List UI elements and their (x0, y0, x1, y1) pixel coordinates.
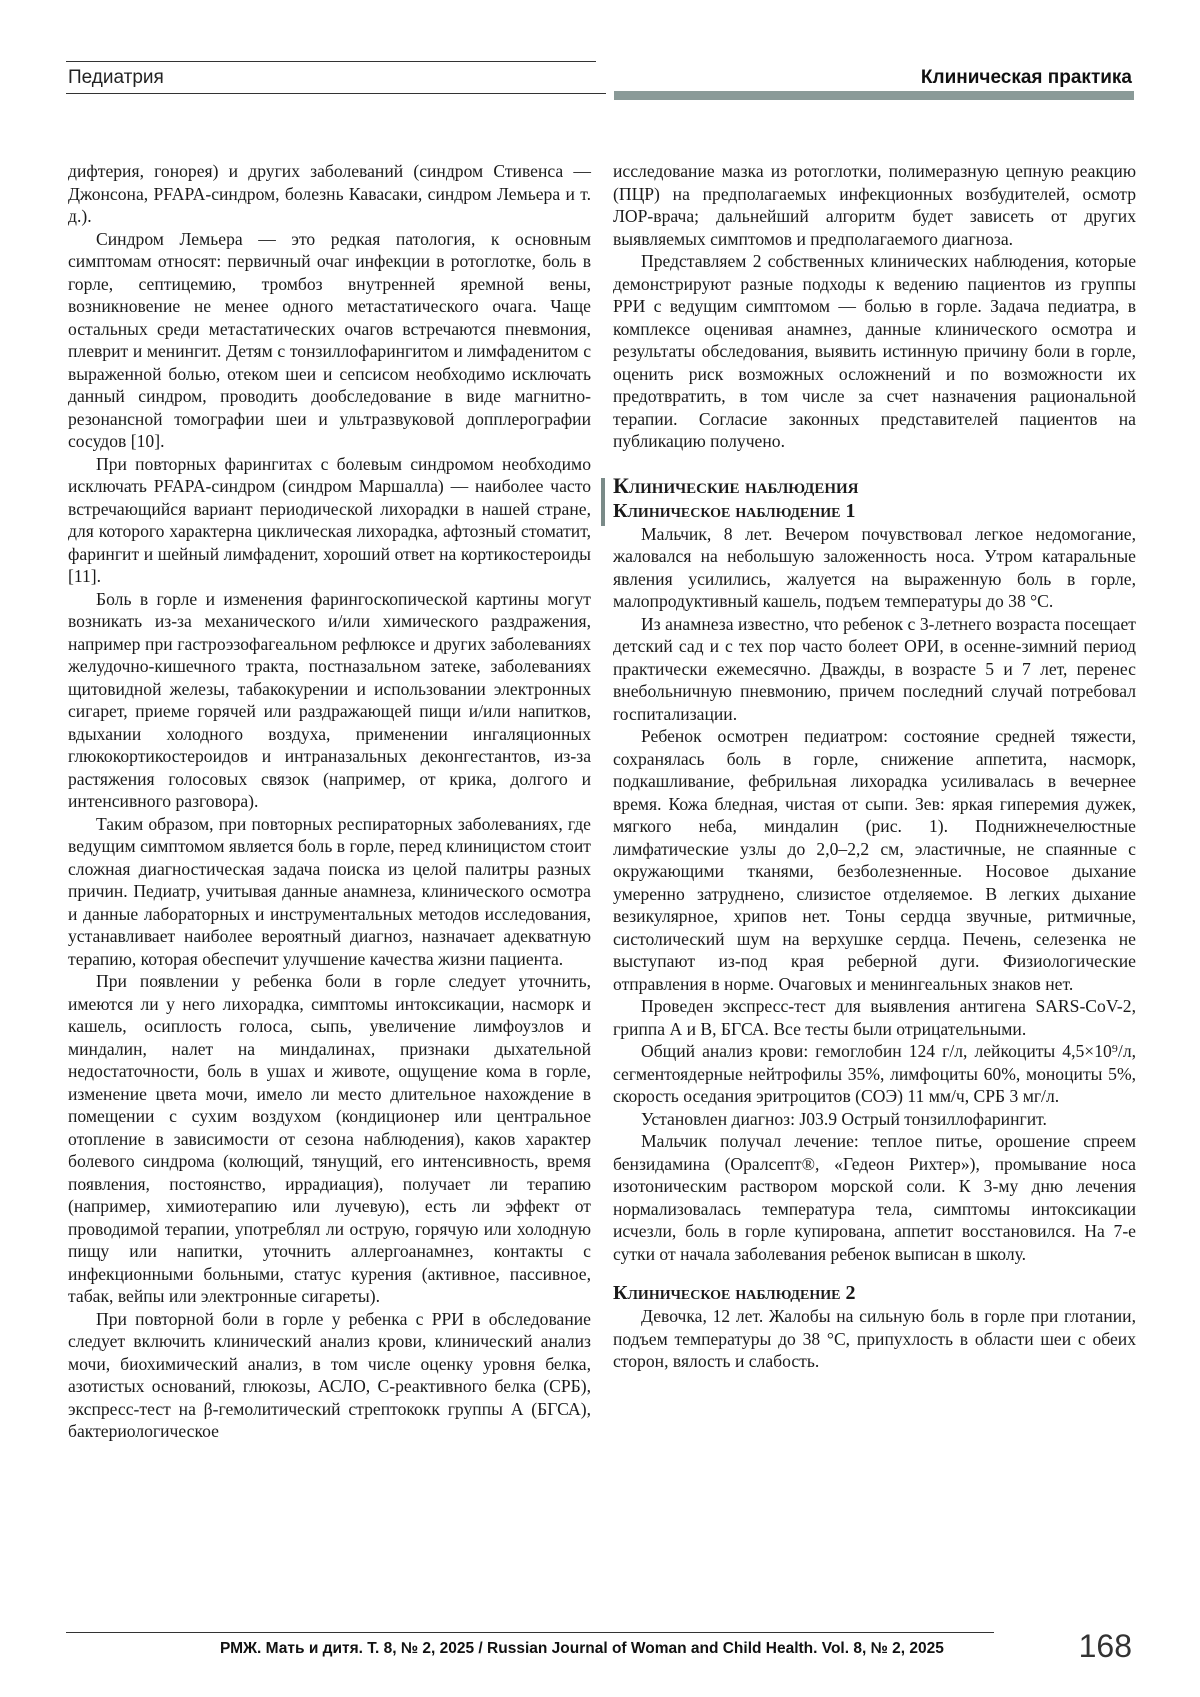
page-number: 168 (1078, 1628, 1132, 1664)
paragraph: Синдром Лемьера — это редкая патология, к основным симптомам относят: первичный очаг инфекции в ротоглотке, боль в горле, септицемию, тромбоз внутренней яремной вены, возникновение не менее одного метастатического очага. Чаще остальных среди метастатических очагов встречаются пневмония, плеврит и менингит. Детям с тонзиллофарингитом и лимфаденитом с выраженной болью, отеком шеи и сепсисом необходимо исключать данный синдром, проводить дообследование в виде магнитно-резонансной томографии шеи и ультразвуковой допплерографии сосудов [10]. (68, 228, 591, 451)
paragraph: Таким образом, при повторных респираторных заболеваниях, где ведущим симптомом является боль в горле, перед клиницистом стоит сложная диагностическая задача поиска из целой палитры разных причин. Педиатр, учитывая данные анамнеза, клинического осмотра и данные лабораторных и инструментальных методов исследования, устанавливает наиболее вероятный диагноз, назначает адекватную терапию, которая обеспечит улучшение качества жизни пациента. (68, 813, 591, 969)
paragraph: При повторных фарингитах с болевым синдромом необходимо исключать PFAPA-синдром (синдром Маршалла) — наиболее часто встречающийся вариант периодической лихорадки в нашей стране, для которого характерна циклическая лихорадка, афтозный стоматит, фарингит и шейный лимфаденит, хороший ответ на кортикостероиды [11]. (68, 453, 591, 586)
header-accent-bar (614, 91, 1134, 100)
paragraph: Мальчик получал лечение: теплое питье, орошение спреем бензидамина (Оралсепт®, «Гедеон Рихтер»), промывание носа изотоническим раствором морской соли. К 3-му дню лечения нормализовалась температура тела, симптомы интоксикации исчезли, боль в горле купирована, аппетит восстановился. На 7-е сутки от начала заболевания ребенок выписан в школу. (613, 1131, 1136, 1264)
right-column (613, 160, 1136, 1373)
case2-title: Клиническое наблюдение 2 (613, 1282, 856, 1304)
paragraph: При появлении у ребенка боли в горле следует уточнить, имеются ли у него лихорадка, симптомы интоксикации, насморк и кашель, осиплость голоса, сыпь, увеличение лимфоузлов и миндалин, налет на миндалинах, признаки дыхательной недостаточности, боль в ушах и животе, ощущение кома в горле, изменение цвета мочи, имело ли место длительное нахождение в помещении с сухим воздухом (кондиционер или центральное отопление в зависимости от сезона наблюдения), каков характер болевого синдрома (колющий, тянущий, его интенсивность, время появления, постоянство, иррадиация), получает ли терапию (например, химиотерапию или лучевую), есть ли эффект от проводимой терапии, употреблял ли острую, горячую или холодную пищу или напитки, уточнить аллергоанамнез, контакты с инфекционными больными, статус курения (активное, пассивное, табак, вейпы или электронные сигареты). (68, 971, 591, 1306)
paragraph: Представляем 2 собственных клинических наблюдения, которые демонстрируют разные подходы к ведению пациентов из группы РРИ с ведущим симптомом — болью в горле. Задача педиатра, в комплексе оценивая анамнез, данные клинического осмотра и результаты обследования, выявить истинную причину боли в горле, оценить риск возможных осложнений и по возможности их предотвратить, в том числе за счет назначения рациональной терапии. Согласие законных представителей пациентов на публикацию получено. (613, 251, 1136, 451)
paragraph: При повторной боли в горле у ребенка с РРИ в обследование следует включить клинический анализ крови, клинический анализ мочи, биохимический анализ, в том числе оценку уровня белка, азотистых оснований, глюкозы, АСЛО, С-реактивного белка (СРБ), экспресс-тест на β-гемолитический стрептококк группы А (БГСА), бактериологическое (68, 1308, 591, 1441)
left-column (68, 160, 591, 1443)
header-rule-top (66, 61, 596, 62)
paragraph: Из анамнеза известно, что ребенок с 3-летнего возраста посещает детский сад и с тех пор часто болеет ОРИ, в осенне-зимний период практически ежемесячно. Дважды, в возрасте 5 и 7 лет, перенес внебольничную пневмонию, причем последний случай потребовал госпитализации. (613, 613, 1136, 724)
journal-section: Педиатрия (68, 67, 164, 88)
section-title: Клинические наблюдения (613, 472, 859, 498)
paragraph: Общий анализ крови: гемоглобин 124 г/л, лейкоциты 4,5×10⁹/л, сегментоядерные нейтрофилы 35%, лимфоциты 60%, моноциты 5%, скорость оседания эритроцитов (СОЭ) 11 мм/ч, СРБ 3 мг/л. (613, 1041, 1136, 1106)
case1-title: Клиническое наблюдение 1 (613, 499, 856, 522)
paragraph: Установлен диагноз: J03.9 Острый тонзиллофарингит. (641, 1108, 1047, 1129)
paragraph: исследование мазка из ротоглотки, полимеразную цепную реакцию (ПЦР) на предполагаемых инфекционных возбудителей, осмотр ЛОР-врача; дальнейший алгоритм будет зависеть от других выявляемых симптомов и предполагаемого диагноза. (613, 161, 1136, 249)
paragraph: дифтерия, гонорея) и других заболеваний (синдром Стивенса — Джонсона, PFAPA-синдром, болезнь Кавасаки, синдром Лемьера и т. д.). (68, 161, 591, 226)
paragraph: Проведен экспресс-тест для выявления антигена SARS-CoV-2, гриппа А и В, БГСА. Все тесты были отрицательными. (613, 996, 1136, 1039)
rubric-title: Клиническая практика (920, 67, 1132, 88)
paragraph: Девочка, 12 лет. Жалобы на сильную боль в горле при глотании, подъем температуры до 38 °С, припухлость в области шеи с обеих сторон, вялость и слабость. (613, 1306, 1136, 1371)
section-clinical-cases (613, 473, 1136, 523)
paragraph: Мальчик, 8 лет. Вечером почувствовал легкое недомогание, жаловался на небольшую заложенность носа. Утром катаральные явления усилились, жалуется на выраженную боль в горле, малопродуктивный кашель, подъем температуры до 38 °С. (613, 523, 1136, 611)
header-rule-bottom (66, 93, 606, 94)
paragraph: Боль в горле и изменения фарингоскопической картины могут возникать из-за механического и/или химического раздражения, например при гастроэзофагеальном рефлюксе и других заболеваниях желудочно-кишечного тракта, постназальном затеке, заболеваниях щитовидной железы, табакокурении и использовании электронных сигарет, приеме горячей или раздражающей пищи и/или напитков, вдыхании холодного воздуха, применении ингаляционных глюкокортикостероидов и интраназальных деконгестантов, из-за растяжения голосовых связок (например, от крика, долгого и интенсивного разговора). (68, 588, 591, 811)
footer-citation: РМЖ. Мать и дитя. Т. 8, № 2, 2025 / Russian Journal of Woman and Child Health. Vol. 8, № 2, 2025 (220, 1640, 944, 1657)
paragraph: Ребенок осмотрен педиатром: состояние средней тяжести, сохранялась боль в горле, снижение аппетита, насморк, подкашливание, фебрильная лихорадка усиливалась в вечернее время. Кожа бледная, чистая от сыпи. Зев: яркая гиперемия дужек, мягкого неба, миндалин (рис. 1). Поднижнечелюстные лимфатические узлы до 2,0–2,2 см, эластичные, не спаянные с окружающими тканями, безболезненные. Носовое дыхание умеренно затруднено, слизистое отделяемое. В легких дыхание везикулярное, хрипов нет. Тоны сердца звучные, ритмичные, систолический шум на верхушке сердца. Печень, селезенка не выступают из-под края реберной дуги. Физиологические отправления в норме. Очаговых и менингеальных знаков нет. (613, 726, 1136, 994)
section-marker-bar (601, 478, 605, 526)
footer-rule (66, 1632, 994, 1633)
